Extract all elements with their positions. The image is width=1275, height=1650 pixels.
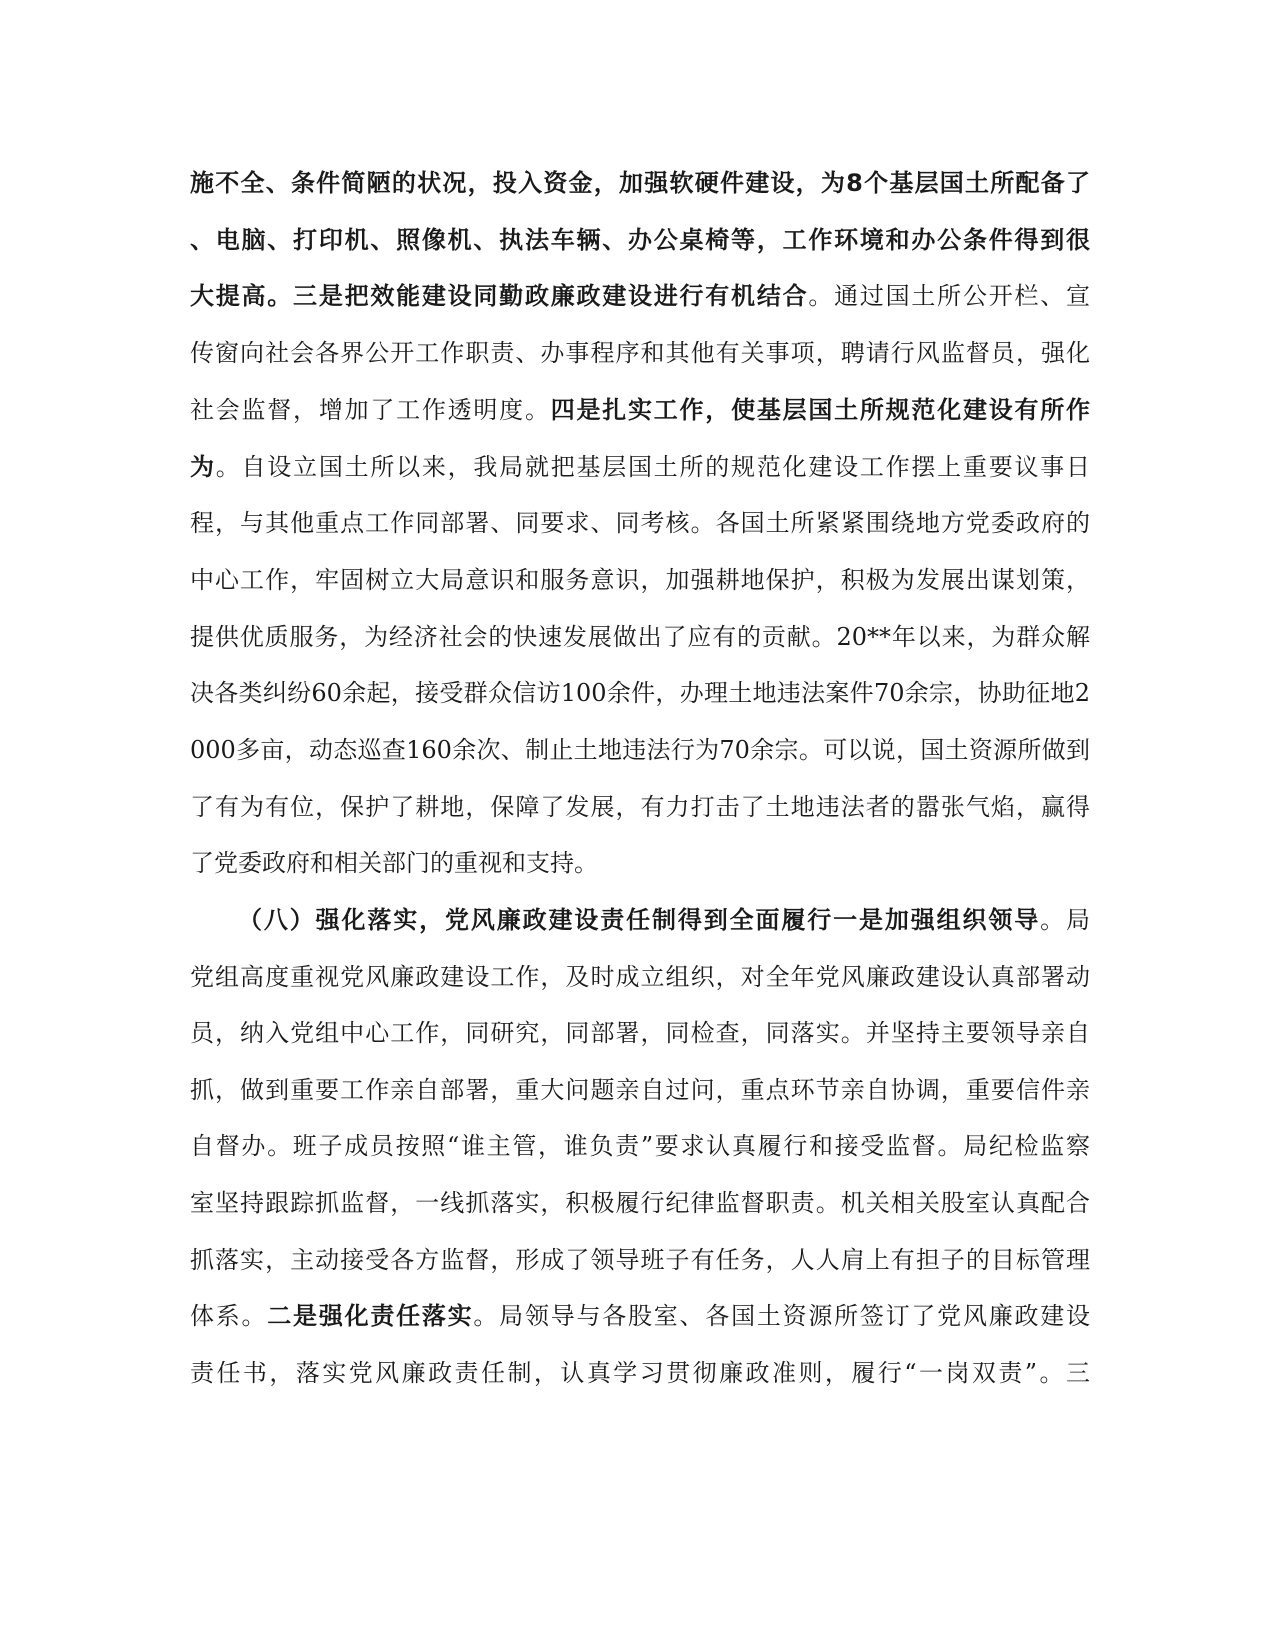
text-segment: 责任书，落实党风廉政责任制，认真学习贯彻廉政准则，履行“一岗双责”。三 <box>190 1359 1090 1387</box>
text-segment: 。局领导与各股室、各国土资源所签订了党风廉政建设 <box>473 1302 1090 1330</box>
text-line <box>190 166 1090 200</box>
text-segment: 抓落实，主动接受各方监督，形成了领导班子有任务，人人肩上有担子的目标管理 <box>190 1246 1090 1274</box>
text-segment: 提供优质服务，为经济社会的快速发展做出了应有的贡献。20**年以来，为群众解 <box>190 623 1090 651</box>
text-segment: 传窗向社会各界公开工作职责、办事程序和其他有关事项，聘请行风监督员，强化 <box>190 339 1090 367</box>
text-segment: 。通过国土所公开栏、宣 <box>808 282 1090 310</box>
text-line <box>190 1073 1090 1107</box>
text-segment: 员，纳入党组中心工作，同研究，同部署，同检查，同落实。并坚持主要领导亲自 <box>190 1019 1090 1047</box>
text-segment: 体系。 <box>190 1302 268 1330</box>
text-line <box>190 506 1090 540</box>
text-line <box>190 960 1090 994</box>
text-line <box>190 1356 1090 1390</box>
text-line <box>190 790 1090 824</box>
text-segment: 党组高度重视党风廉政建设工作，及时成立组织，对全年党风廉政建设认真部署动 <box>190 963 1090 991</box>
text-line <box>190 450 1090 484</box>
text-line <box>190 733 1090 767</box>
text-line <box>190 223 1090 257</box>
text-segment: 决各类纠纷60余起，接受群众信访100余件，办理土地违法案件70余宗，协助征地2 <box>190 679 1090 707</box>
text-line <box>190 846 1090 880</box>
text-line <box>190 1299 1090 1333</box>
bold-text-segment: 二是强化责任落实 <box>267 1302 474 1330</box>
text-segment: 中心工作，牢固树立大局意识和服务意识，加强耕地保护，积极为发展出谋划策， <box>190 566 1090 594</box>
text-segment: 室坚持跟踪抓监督，一线抓落实，积极履行纪律监督职责。机关相关股室认真配合 <box>190 1189 1090 1217</box>
text-line <box>190 1016 1090 1050</box>
bold-text-segment: （八）强化落实，党风廉政建设责任制得到全面履行一是加强组织领导 <box>238 906 1041 934</box>
bold-text-segment: 、电脑、打印机、照像机、执法车辆、办公桌椅等，工作环境和办公条件得到很 <box>190 226 1090 254</box>
text-line <box>190 393 1090 427</box>
text-line <box>190 676 1090 710</box>
bold-text-segment: 大提高。三是把效能建设同勤政廉政建设进行有机结合 <box>190 282 809 310</box>
text-segment: 。局 <box>1040 906 1090 934</box>
text-segment: 。自设立国土所以来，我局就把基层国土所的规范化建设工作摆上重要议事日 <box>215 453 1090 481</box>
bold-text-segment: 施不全、条件简陋的状况，投入资金，加强软硬件建设，为8个基层国土所配备了 <box>190 169 1090 197</box>
bold-text-segment: 四是扎实工作，使基层国土所规范化建设有所作 <box>550 396 1090 424</box>
text-segment: 000多亩，动态巡查160余次、制止土地违法行为70余宗。可以说，国土资源所做到 <box>190 736 1090 764</box>
text-line <box>190 563 1090 597</box>
text-segment: 自督办。班子成员按照“谁主管，谁负责”要求认真履行和接受监督。局纪检监察 <box>190 1132 1090 1160</box>
text-line <box>190 1129 1090 1163</box>
text-line <box>190 336 1090 370</box>
text-line <box>190 1243 1090 1277</box>
text-segment: 了党委政府和相关部门的重视和支持。 <box>190 849 598 877</box>
text-line <box>238 903 1090 937</box>
text-segment: 抓，做到重要工作亲自部署，重大问题亲自过问，重点环节亲自协调，重要信件亲 <box>190 1076 1090 1104</box>
text-segment: 程，与其他重点工作同部署、同要求、同考核。各国土所紧紧围绕地方党委政府的 <box>190 509 1090 537</box>
text-segment: 了有为有位，保护了耕地，保障了发展，有力打击了土地违法者的嚣张气焰，赢得 <box>190 793 1090 821</box>
text-segment: 社会监督，增加了工作透明度。 <box>190 396 551 424</box>
text-line <box>190 620 1090 654</box>
text-line <box>190 279 1090 313</box>
text-line <box>190 1186 1090 1220</box>
bold-text-segment: 为 <box>190 453 216 481</box>
